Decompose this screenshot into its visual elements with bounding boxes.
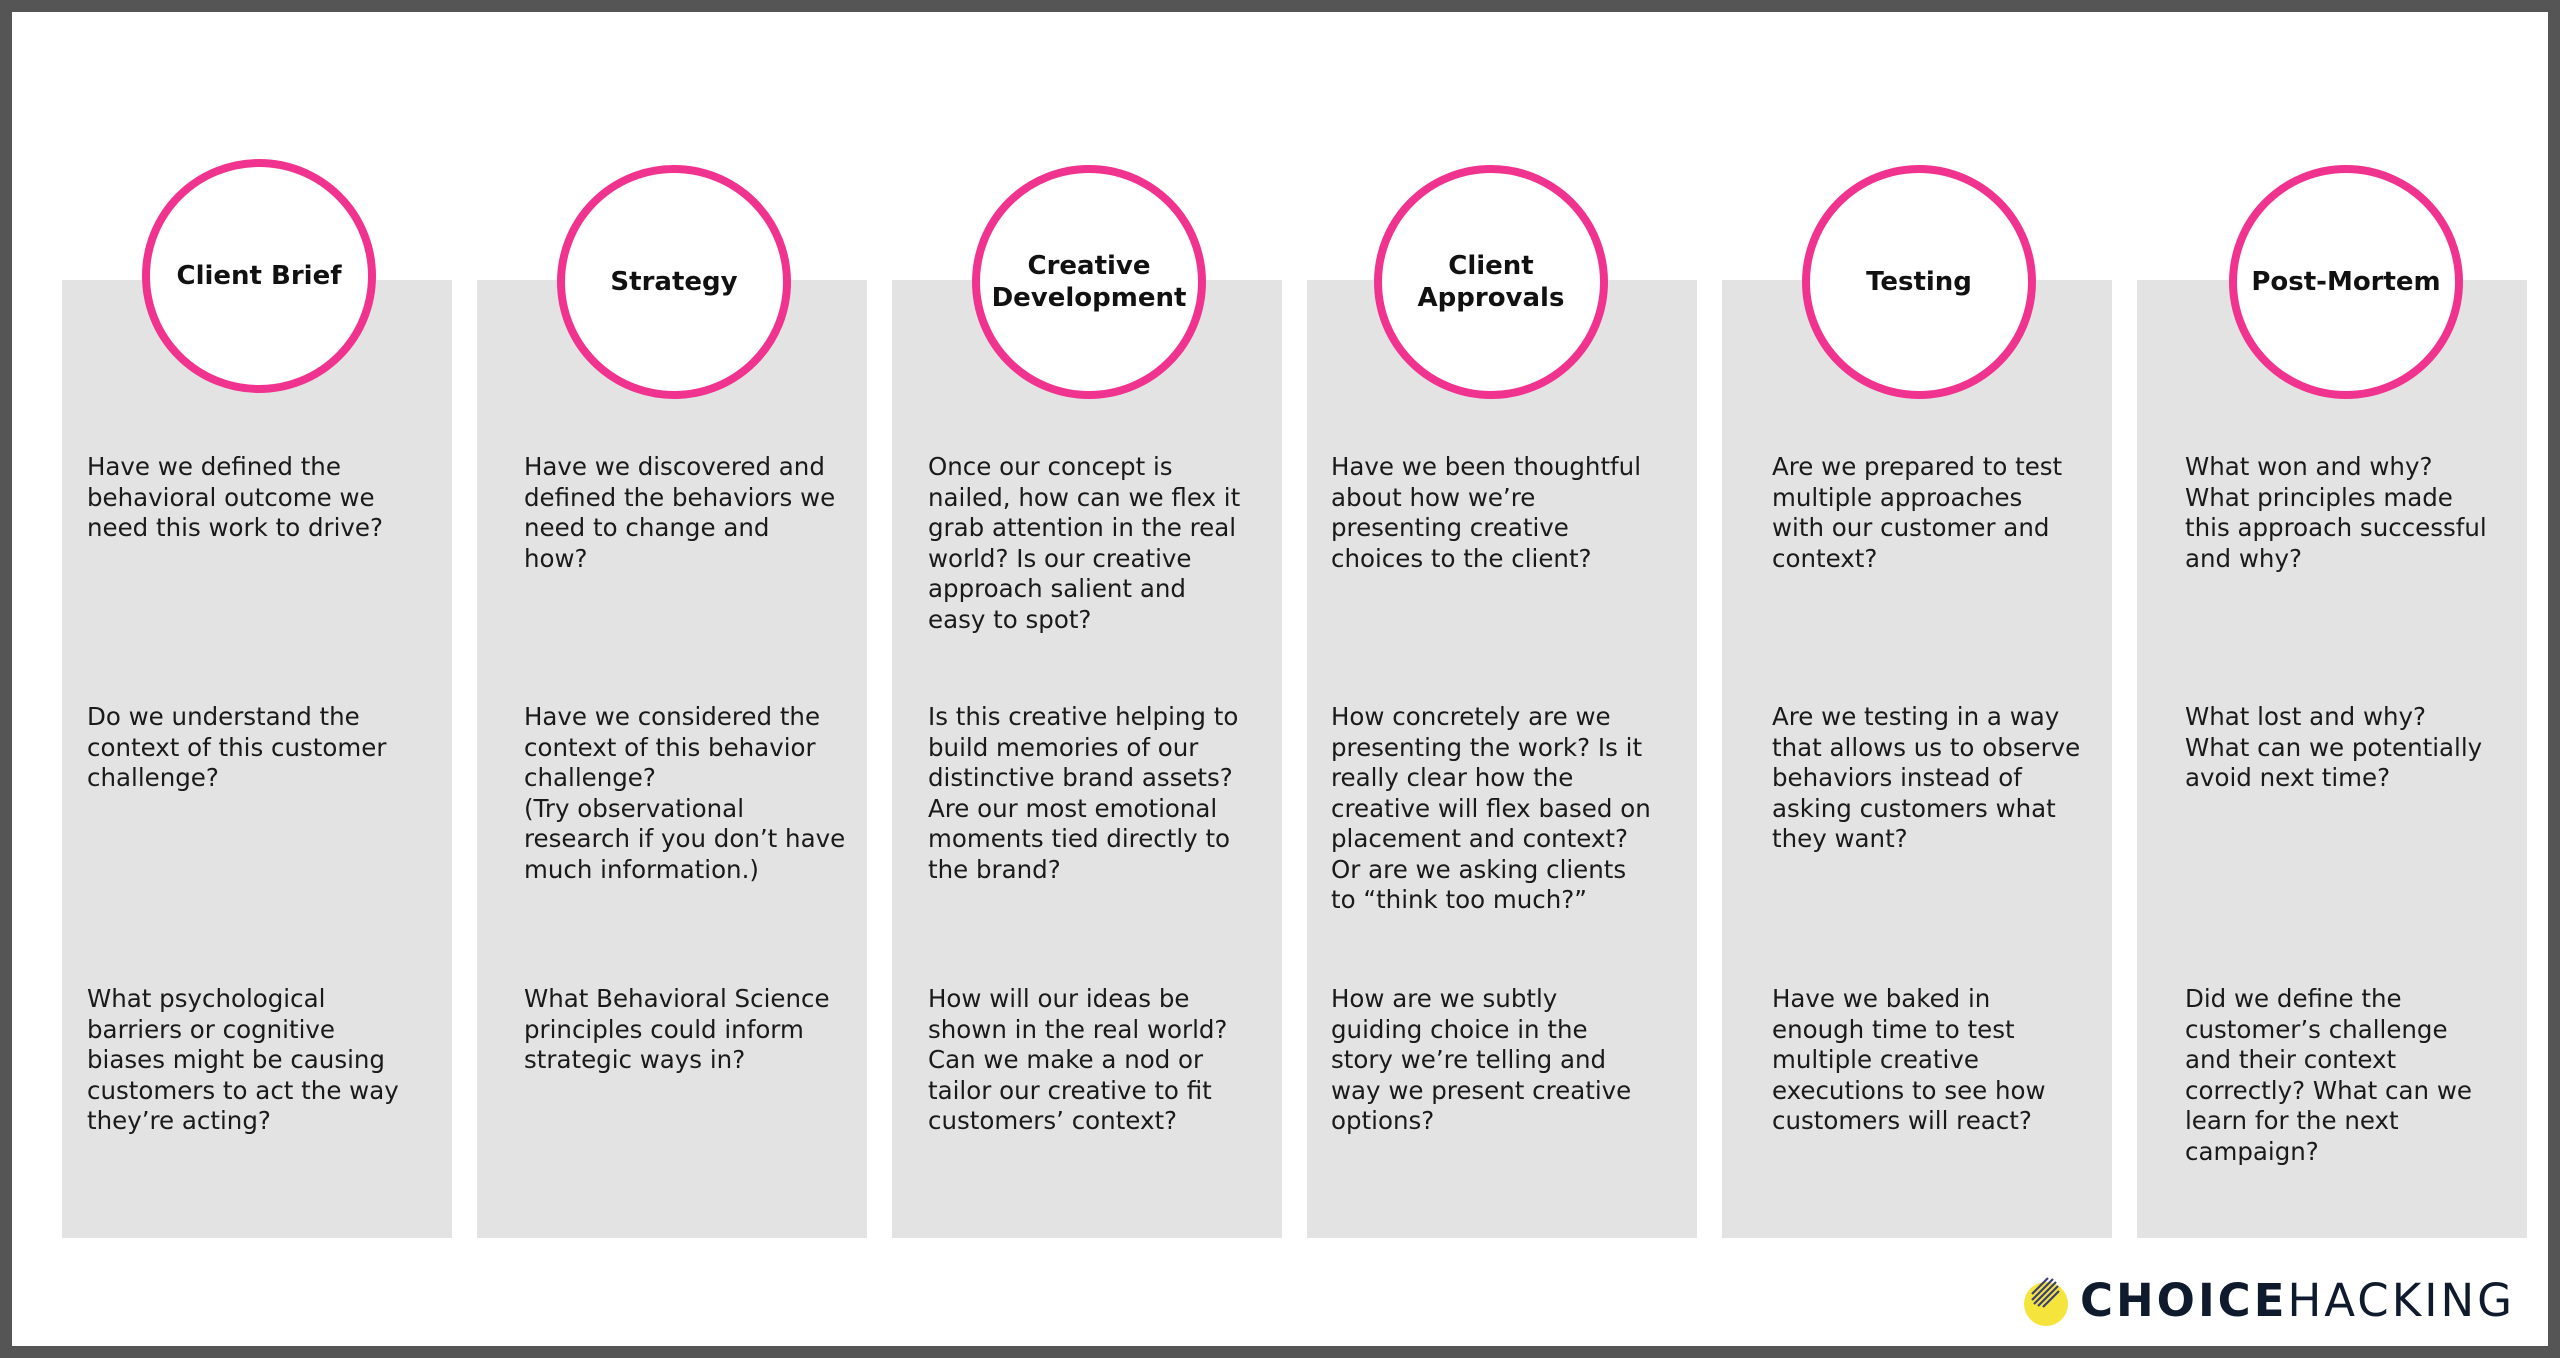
logo-wordmark (2080, 1274, 2515, 1327)
question-text: Is this creative helping to build memories of our distinctive brand assets? Are our most emotional moments tied directly to the brand? (928, 702, 1239, 884)
stage-title: Client Brief (176, 261, 342, 291)
question-text: What Behavioral Science principles could inform strategic ways in? (524, 984, 830, 1074)
question-text: What lost and why? What can we potentially avoid next time? (2185, 702, 2483, 792)
stage-circle-client-brief (142, 159, 376, 393)
stage-circle-creative-development (972, 165, 1206, 399)
logo-mark-icon (2018, 1272, 2074, 1328)
question-text: How are we subtly guiding choice in the story we’re telling and way we present creative options? (1331, 984, 1632, 1135)
question-text: Have we considered the context of this behavior challenge? (Try observational research if you don’t have much information.) (524, 702, 846, 884)
logo-light-text: HACKING (2287, 1273, 2516, 1327)
question-text: Once our concept is nailed, how can we flex it grab attention in the real world? Is our creative approach salient and easy to spot? (928, 452, 1241, 634)
question-text: Have we been thoughtful about how we’re presenting creative choices to the client? (1331, 452, 1642, 573)
choicehacking-logo (2018, 1270, 2515, 1330)
diagram-canvas (12, 12, 2548, 1346)
question-text: Did we define the customer’s challenge and their context correctly? What can we learn for the next campaign? (2185, 984, 2472, 1166)
question-text: Are we testing in a way that allows us to observe behaviors instead of asking customers what they want? (1772, 702, 2081, 853)
stage-circle-strategy (557, 165, 791, 399)
stage-title: Creative Development (991, 251, 1187, 313)
question-text: Are we prepared to test multiple approaches with our customer and context? (1772, 452, 2063, 573)
question-text: What psychological barriers or cognitive biases might be causing customers to act the way they’re acting? (87, 984, 399, 1135)
stage-circle-post-mortem (2229, 165, 2463, 399)
question-text: Have we defined the behavioral outcome we need this work to drive? (87, 452, 383, 542)
stage-title: Post-Mortem (2251, 267, 2441, 297)
question-text: How will our ideas be shown in the real world? Can we make a nod or tailor our creative to fit customers’ context? (928, 984, 1228, 1135)
question-text: Have we discovered and defined the behaviors we need to change and how? (524, 452, 836, 573)
logo-bold-text: CHOICE (2080, 1273, 2288, 1327)
stage-title: Testing (1866, 267, 1972, 297)
stage-circle-testing (1802, 165, 2036, 399)
stage-title: Client Approvals (1417, 251, 1565, 313)
question-text: Have we baked in enough time to test multiple creative executions to see how customers will react? (1772, 984, 2046, 1135)
stage-title: Strategy (610, 267, 738, 297)
question-text: How concretely are we presenting the work? Is it really clear how the creative will flex based on placement and context? Or are we asking clients to “think too much?” (1331, 702, 1651, 914)
stage-circle-client-approvals (1374, 165, 1608, 399)
question-text: What won and why? What principles made this approach successful and why? (2185, 452, 2487, 573)
question-text: Do we understand the context of this customer challenge? (87, 702, 387, 792)
